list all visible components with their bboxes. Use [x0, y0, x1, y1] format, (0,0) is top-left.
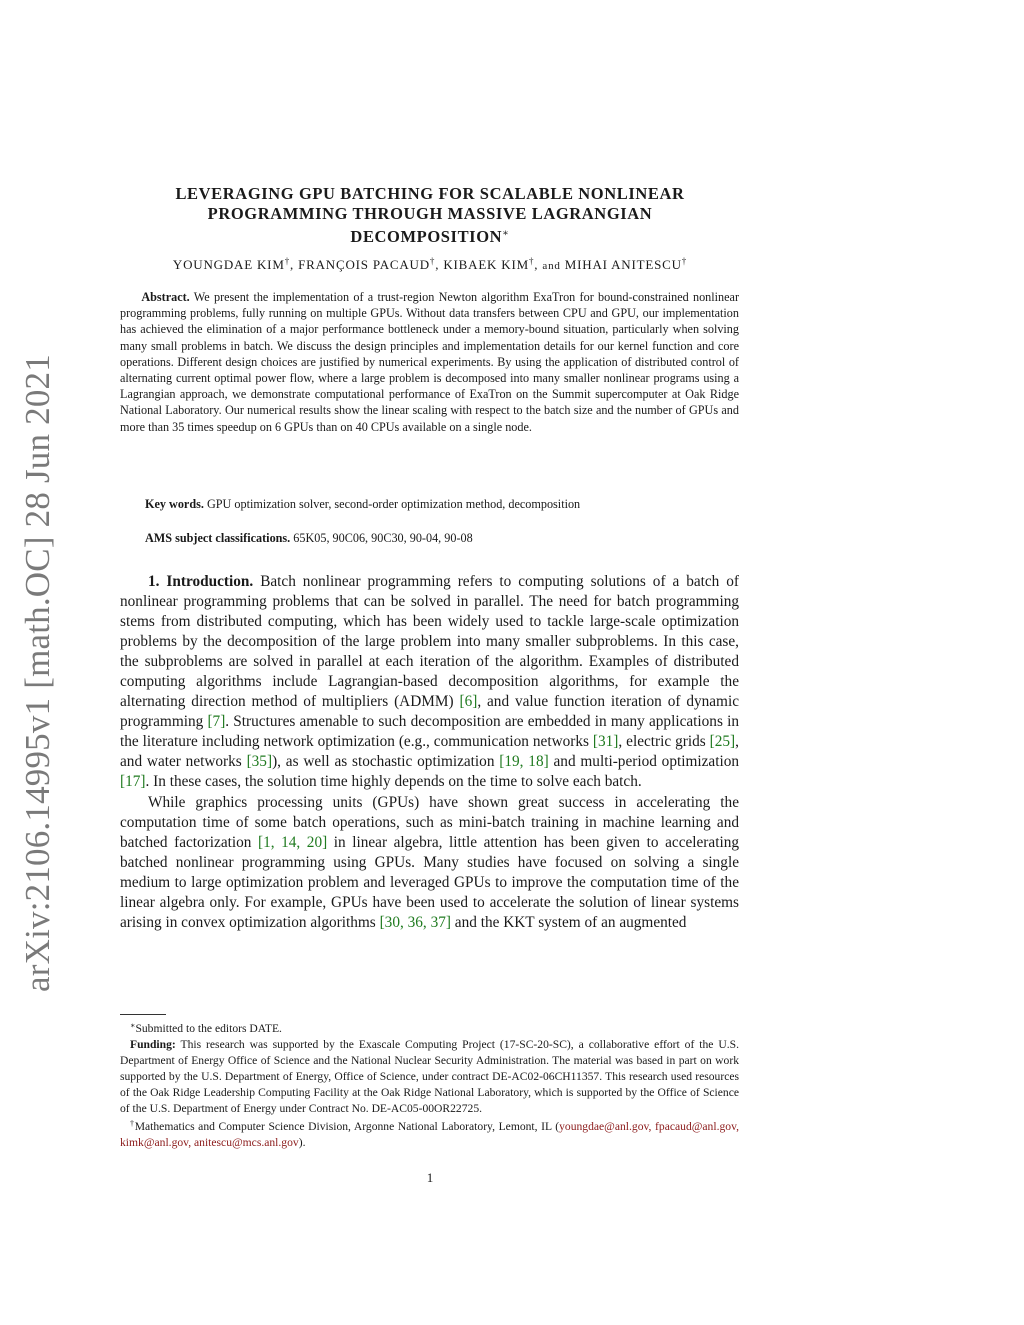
footnotes — [120, 1018, 739, 1151]
intro-p1-text: . Structures amenable to such decomposition are embedded in many applications in the literature including network optimization (e.g., communication networks — [120, 713, 739, 751]
author-3-mark: † — [528, 256, 535, 266]
citation-link[interactable]: [35] — [246, 753, 273, 771]
citation-link[interactable]: [31] — [592, 733, 619, 751]
footnote-funding — [120, 1037, 739, 1117]
keywords-label: Key words. — [145, 497, 204, 511]
footnote-submitted — [120, 1018, 739, 1037]
abstract-text: We present the implementation of a trust-region Newton algorithm ExaTron for bound-constrained nonlinear programming problems, fully running on multiple GPUs. Without data transfers between CPU and GPU, our implementation has achieved the elimination of a major performance bottleneck under a memory-bound situation, particularly when solving many small problems in batch. We discuss the design principles and implementation details for our kernel function and core operations. Different design choices are justified by numerical experiments. By using the application of distributed control of alternating current optimal power flow, where a large problem is decomposed into many smaller nonlinear programs using a Lagrangian approach, we demonstrate computational performance of ExaTron on the Summit supercomputer at Oak Ridge National Laboratory. Our numerical results show the linear scaling with respect to the batch size and the number of GPUs and more than 35 times speedup on 6 GPUs than on 40 CPUs available on a single node. — [120, 290, 740, 434]
intro-p2-text: and the KKT system of an augmented — [450, 913, 687, 931]
arxiv-identifier-stamp: arXiv:2106.14995v1 [math.OC] 28 Jun 2021 — [18, 354, 57, 992]
author-4-mark: † — [681, 256, 688, 266]
title-footnote-mark: ∗ — [502, 228, 510, 239]
section-heading: 1. Introduction. — [148, 573, 254, 590]
citation-link[interactable]: [1, 14, 20] — [257, 833, 328, 851]
abstract — [120, 289, 739, 435]
intro-p1-text: and multi-period optimization — [548, 753, 739, 771]
title-line-1: LEVERAGING GPU BATCHING FOR SCALABLE NONLINEAR — [175, 184, 685, 203]
paper-title — [120, 184, 740, 247]
title-line-2: PROGRAMMING THROUGH MASSIVE LAGRANGIAN — [207, 204, 653, 223]
affiliation-text: Mathematics and Computer Science Division, Argonne National Laboratory, Lemont, IL ( — [134, 1120, 560, 1134]
citation-link[interactable]: [19, 18] — [499, 753, 549, 771]
author-1-mark: † — [284, 256, 290, 266]
intro-paragraph-2 — [120, 793, 739, 933]
citation-link[interactable]: [7] — [207, 713, 226, 731]
intro-p2-text: in linear algebra, little attention has been given to accelerating batched nonlinear programming using GPUs. Many studies have focused on solving a single medium to large optimization problem and leveraged GPUs to improve the computation time of the linear algebra only. For example, GPUs have been used to accelerate the solution of linear systems arising in convex optimization algorithms — [120, 833, 739, 931]
ams-classifications — [145, 531, 473, 546]
intro-paragraph-1 — [120, 572, 739, 793]
author-conjunction: and — [542, 260, 561, 272]
title-line-3-text: DECOMPOSITION — [350, 227, 503, 246]
citation-link[interactable]: [6] — [459, 693, 478, 711]
author-list: YOUNGDAE KIM†, FRANÇOIS PACAUD†, KIBAEK KIM†, and MIHAI ANITESCU† — [172, 256, 688, 272]
title-line-3 — [120, 224, 740, 247]
page-number: 1 — [426, 1170, 434, 1185]
citation-link[interactable]: [25] — [709, 733, 736, 751]
affiliation-close: ). — [298, 1136, 306, 1150]
funding-text: This research was supported by the Exascale Computing Project (17-SC-20-SC), a collaborative effort of the U.S. Department of Energy Office of Science and the National Nuclear Security Administration. The material was based in part on work supported by the U.S. Department of Energy, Office of Science, under contract DE-AC02-06CH11357. This research used resources of the Oak Ridge Leadership Computing Facility at the Oak Ridge National Laboratory, which is supported by the Office of Science of the U.S. Department of Energy under Contract No. DE-AC05-00OR22725. — [120, 1037, 739, 1115]
footnote-submitted-text: Submitted to the editors DATE. — [135, 1022, 282, 1035]
keywords — [145, 497, 580, 512]
author-1: YOUNGDAE KIM — [172, 257, 285, 272]
ams-label: AMS subject classifications. — [145, 531, 291, 545]
intro-p1-text: Batch nonlinear programming refers to computing solutions of a batch of nonlinear programming problems that can be solved in parallel. The need for batch programming stems from distributed computing, which has been widely used to tackle large-scale optimization problems by the decomposition of the large problem into many smaller subproblems. In this case, the subproblems are solved in parallel at each iteration of the algorithm. Examples of distributed computing algorithms include Lagrangian-based decomposition algorithms, for example the alternating direction method of multipliers (ADMM) — [120, 573, 739, 711]
intro-p1-text: , and water networks — [120, 733, 739, 771]
author-2: FRANÇOIS PACAUD — [298, 257, 430, 272]
footnote-mark-dagger: † — [130, 1119, 135, 1129]
intro-p2-text: While graphics processing units (GPUs) have shown great success in accelerating the computation time of some batch operations, such as mini-batch training in machine learning and batched factorization — [120, 793, 739, 851]
intro-p1-text: . In these cases, the solution time highly depends on the time to solve each batch. — [145, 773, 642, 791]
footnote-divider — [120, 1014, 166, 1015]
intro-p1-text: ), as well as stochastic optimization — [272, 753, 500, 771]
footnote-mark-star: ∗ — [130, 1021, 136, 1030]
ams-text: 65K05, 90C06, 90C30, 90-04, 90-08 — [293, 531, 473, 545]
keywords-text: GPU optimization solver, second-order optimization method, decomposition — [206, 497, 581, 511]
citation-link[interactable]: [30, 36, 37] — [379, 913, 451, 931]
author-2-mark: † — [429, 256, 436, 266]
email-links[interactable]: youngdae@anl.gov, fpacaud@anl.gov, kimk@anl.gov, anitescu@mcs.anl.gov — [120, 1120, 740, 1150]
intro-p1-text: , electric grids — [618, 733, 710, 751]
footnote-affiliation — [120, 1116, 739, 1151]
introduction-section — [120, 572, 739, 933]
author-4: MIHAI ANITESCU — [564, 257, 682, 272]
author-3: KIBAEK KIM — [443, 257, 529, 272]
abstract-label: Abstract. — [141, 290, 190, 304]
intro-p1-text: , and value function iteration of dynamic programming — [120, 693, 739, 731]
funding-label: Funding: — [130, 1037, 176, 1051]
citation-link[interactable]: [17] — [120, 773, 146, 791]
